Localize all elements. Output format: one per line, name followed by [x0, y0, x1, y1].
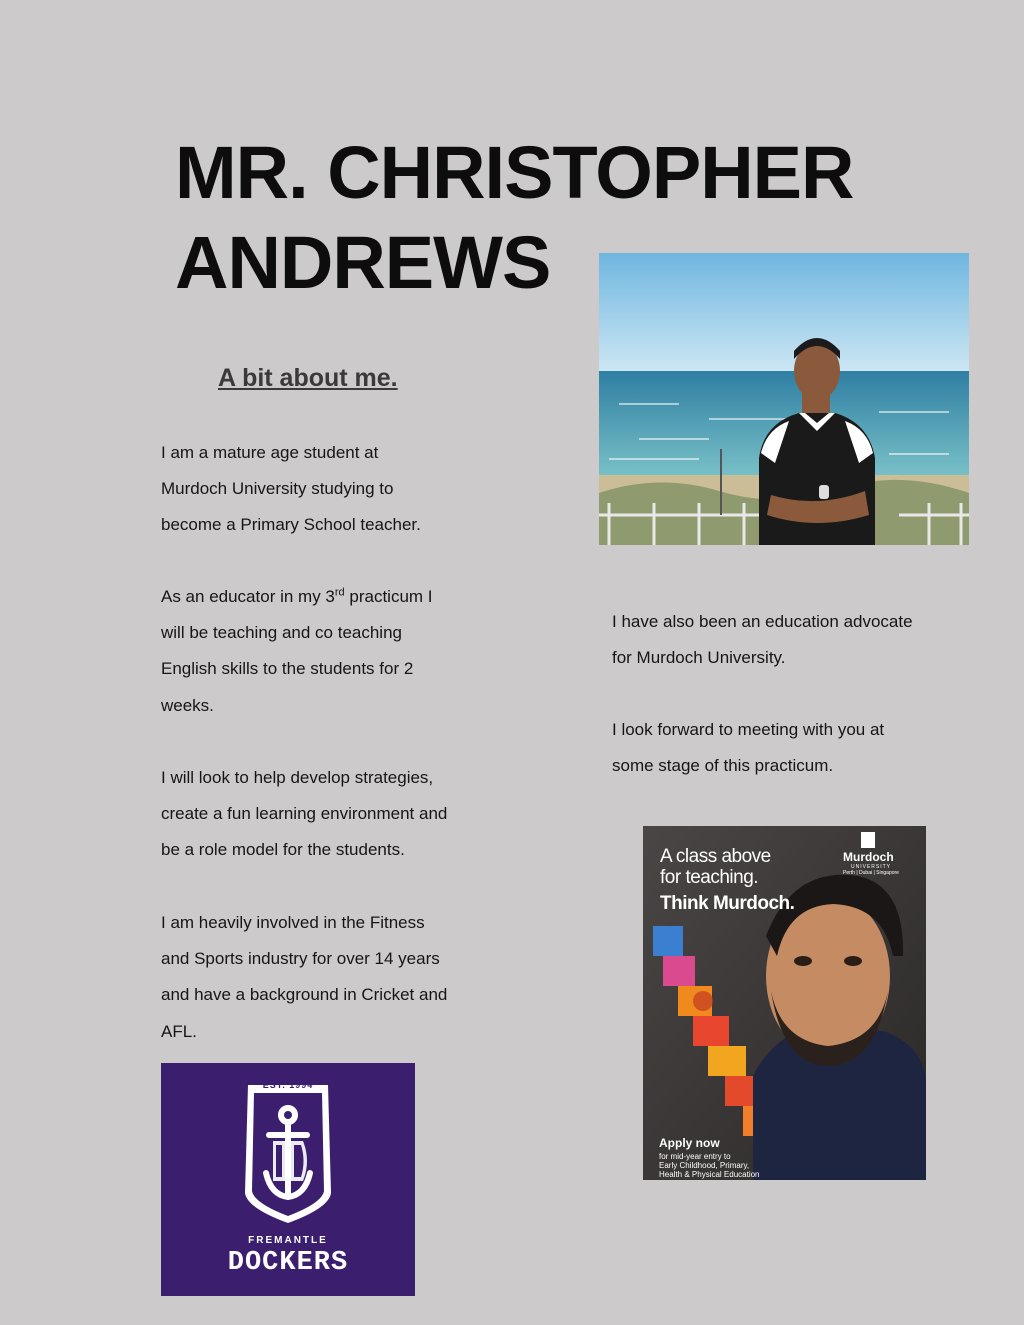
- apply-line: Early Childhood, Primary,: [659, 1161, 750, 1170]
- poster-brand: Murdoch: [843, 850, 894, 864]
- text-fragment: practicum I: [344, 587, 433, 606]
- text-line: be a role model for the students.: [161, 840, 405, 860]
- text-line: [161, 579, 491, 615]
- murdoch-poster: [643, 826, 926, 1180]
- dockers-fremantle-label: FREMANTLE: [248, 1235, 328, 1246]
- text-line: I am a mature age student at: [161, 443, 379, 462]
- tagline-line-3: Think Murdoch.: [660, 893, 795, 914]
- text-line: I have also been an education advocate: [612, 612, 913, 631]
- apply-line: Health & Physical Education: [659, 1170, 760, 1179]
- text-line: create a fun learning environment and: [161, 804, 448, 824]
- text-line: and Sports industry for over 14 years: [161, 949, 440, 969]
- dockers-est-label: EST. 1994: [262, 1080, 314, 1090]
- superscript: rd: [334, 586, 345, 599]
- text-line: I look forward to meeting with you at: [612, 720, 885, 739]
- text-line: English skills to the students for 2: [161, 659, 414, 679]
- text-line: will be teaching and co teaching: [161, 623, 402, 643]
- beach-photo-illustration: [599, 253, 969, 545]
- text-line: for Murdoch University.: [612, 648, 786, 668]
- poster-tagline: [660, 846, 794, 914]
- about-paragraph-4: [161, 905, 491, 1050]
- about-heading: A bit about me.: [218, 364, 398, 392]
- text-line: some stage of this practicum.: [612, 756, 834, 776]
- beach-portrait-photo: [599, 253, 969, 545]
- text-line: I am heavily involved in the Fitness: [161, 913, 425, 932]
- title-line-2: ANDREWS: [175, 221, 551, 304]
- tagline-line-1: A class above: [660, 846, 771, 867]
- text-line: I will look to help develop strategies,: [161, 768, 434, 787]
- text-line: become a Primary School teacher.: [161, 515, 421, 535]
- text-fragment: As an educator in my 3: [161, 587, 335, 606]
- right-paragraph-2: [612, 712, 952, 784]
- text-line: Murdoch University studying to: [161, 479, 394, 499]
- poster-apply: Apply now: [659, 1136, 720, 1150]
- apply-line: for mid-year entry to: [659, 1152, 731, 1161]
- fremantle-dockers-logo: [161, 1063, 415, 1296]
- title-line-1: MR. CHRISTOPHER: [175, 131, 854, 214]
- text-line: weeks.: [161, 695, 214, 715]
- about-paragraph-2: [161, 579, 491, 724]
- text-line: AFL.: [161, 1021, 197, 1041]
- right-paragraph-1: [612, 604, 952, 676]
- poster-apply-detail: [659, 1152, 760, 1179]
- poster-locations: Perth | Dubai | Singapore: [843, 870, 899, 876]
- dockers-name-label: DOCKERS: [227, 1248, 349, 1278]
- text-line: and have a background in Cricket and: [161, 985, 448, 1005]
- about-paragraph-3: [161, 760, 491, 869]
- poster-brand-sub: UNIVERSITY: [851, 864, 892, 870]
- about-paragraph-1: [161, 435, 491, 544]
- tagline-line-2: for teaching.: [660, 867, 759, 888]
